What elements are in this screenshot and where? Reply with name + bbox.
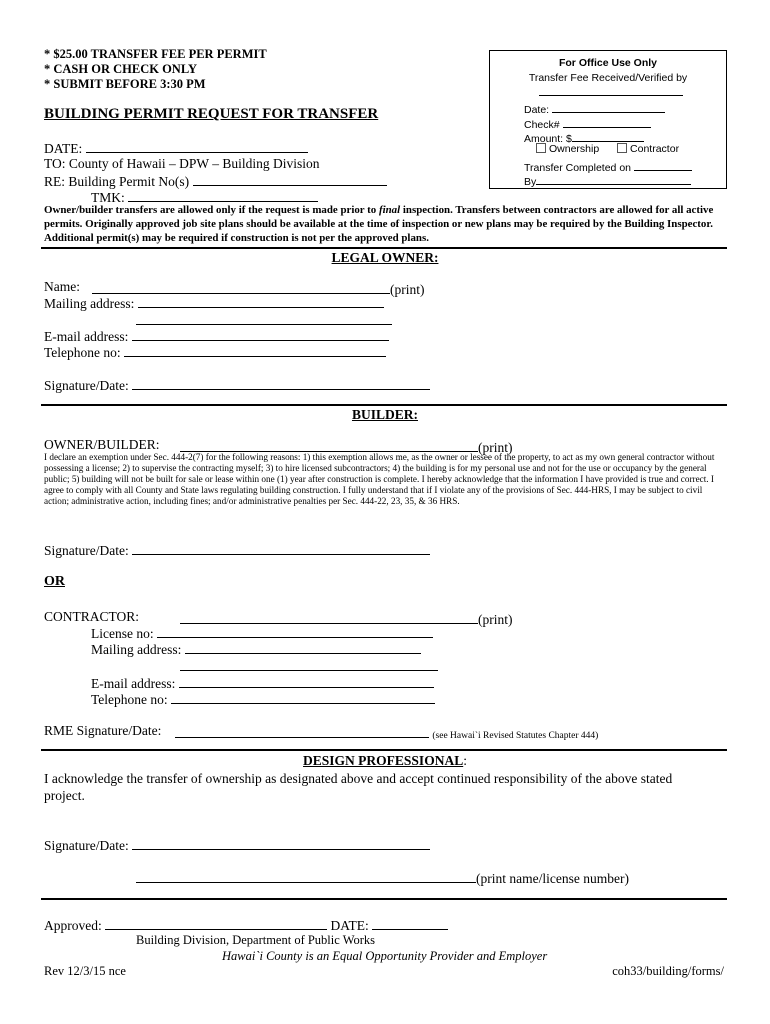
contractor-email-row — [91, 675, 434, 692]
approved-date-field[interactable] — [372, 917, 448, 930]
approved-row — [44, 917, 448, 934]
contractor-check-label: Contractor — [630, 143, 680, 155]
design-heading-row — [0, 753, 770, 769]
owner-email-field[interactable] — [132, 328, 389, 341]
owner-signature-field[interactable] — [132, 377, 430, 390]
approved-label: Approved: — [44, 918, 102, 933]
office-by-row — [524, 172, 691, 188]
payment-note: * CASH OR CHECK ONLY — [44, 62, 198, 76]
owner-builder-row — [44, 437, 513, 455]
form-path: coh33/building/forms/ — [612, 964, 724, 978]
contractor-email-label: E-mail address: — [91, 676, 176, 691]
deadline-note: * SUBMIT BEFORE 3:30 PM — [44, 77, 206, 91]
verified-by-field[interactable] — [539, 83, 683, 96]
design-acknowledgement: I acknowledge the transfer of ownership as designated above and accept continued responsibility of the above stated project. — [44, 771, 673, 803]
divider-top — [41, 247, 727, 249]
design-print-row — [136, 870, 629, 887]
contractor-field[interactable] — [180, 611, 478, 624]
divider-builder — [41, 749, 727, 751]
approved-field[interactable] — [105, 917, 327, 930]
design-signature-row — [44, 837, 430, 854]
rme-signature-field[interactable] — [175, 725, 429, 738]
owner-telephone-label: Telephone no: — [44, 345, 121, 360]
owner-name-row — [44, 279, 425, 297]
legal-owner-heading: LEGAL OWNER: — [331, 250, 439, 265]
office-use-box — [489, 50, 727, 189]
or-label: OR — [44, 574, 65, 589]
owner-email-label: E-mail address: — [44, 329, 129, 344]
to-line: TO: County of Hawaii – DPW – Building Division — [44, 156, 320, 171]
contractor-mailing-label: Mailing address: — [91, 642, 182, 657]
divider-owner — [41, 404, 727, 406]
date-label: DATE: — [44, 141, 83, 156]
contractor-telephone-field[interactable] — [171, 691, 435, 704]
owner-signature-label: Signature/Date: — [44, 378, 129, 393]
builder-signature-field[interactable] — [132, 542, 430, 555]
license-label: License no: — [91, 626, 154, 641]
owner-signature-row — [44, 377, 430, 394]
contractor-email-field[interactable] — [179, 675, 434, 688]
division-name: Building Division, Department of Public Works — [136, 933, 376, 947]
rules-text-1: Owner/builder transfers are allowed only if the request is made prior to — [44, 204, 379, 216]
office-by-label: By — [524, 176, 537, 188]
rme-label: RME Signature/Date: — [44, 723, 162, 738]
permit-row — [44, 173, 387, 190]
office-check-label: Check# — [524, 119, 560, 131]
office-by-field[interactable] — [536, 172, 691, 185]
design-print-label: (print name/license number) — [476, 871, 629, 886]
equal-opportunity-statement: Hawai`i County is an Equal Opportunity Provider and Employer — [222, 949, 548, 963]
office-amount-label: Amount: $ — [524, 133, 572, 145]
revision-label: Rev 12/3/15 nce — [44, 964, 126, 978]
owner-name-label: Name: — [44, 279, 80, 294]
design-print-field[interactable] — [136, 870, 476, 883]
office-date-field[interactable] — [552, 100, 665, 113]
ownership-checkbox[interactable] — [536, 143, 546, 153]
rules-text-italic: final — [378, 204, 401, 216]
office-amount-field[interactable] — [572, 129, 644, 142]
office-subtitle: Transfer Fee Received/Verified by — [528, 72, 688, 84]
transfer-rules — [44, 204, 726, 245]
tmk-label: TMK: — [91, 190, 125, 205]
contractor-telephone-label: Telephone no: — [91, 692, 168, 707]
contractor-checkbox[interactable] — [617, 143, 627, 153]
builder-signature-row — [44, 542, 430, 559]
tmk-field[interactable] — [128, 189, 318, 202]
builder-heading: BUILDER: — [351, 407, 418, 422]
design-heading-colon: : — [463, 753, 467, 768]
owner-print-label: (print) — [390, 282, 425, 297]
permit-label: RE: Building Permit No(s) — [44, 174, 190, 189]
office-date-label: Date: — [524, 104, 550, 116]
permit-number-field[interactable] — [193, 173, 387, 186]
office-type-row — [536, 143, 679, 155]
contractor-mailing-field[interactable] — [185, 641, 421, 654]
owner-mailing-field-2[interactable] — [136, 312, 392, 325]
license-row — [91, 625, 433, 642]
office-check-field[interactable] — [563, 115, 651, 128]
builder-signature-label: Signature/Date: — [44, 543, 129, 558]
approved-date-label: DATE: — [330, 918, 369, 933]
owner-email-row — [44, 328, 389, 345]
rme-row — [44, 723, 599, 741]
owner-builder-label: OWNER/BUILDER: — [44, 437, 160, 452]
divider-design — [41, 898, 727, 900]
date-row — [44, 140, 308, 157]
design-signature-label: Signature/Date: — [44, 838, 129, 853]
contractor-mailing-row — [91, 641, 421, 658]
owner-builder-print-label: (print) — [478, 440, 513, 455]
rules-text-2: inspection. Transfers between contractors are allowed for all active permits. Originally approved job site plans should be available at the time of inspection or new plans may be required by the Building Inspector. Additional permit(s) may be required if construction is not per the approved plans. — [44, 204, 714, 244]
office-date-row — [524, 100, 665, 116]
office-completed-field[interactable] — [634, 158, 692, 171]
design-signature-field[interactable] — [132, 837, 430, 850]
date-field[interactable] — [86, 140, 308, 153]
owner-mailing-field[interactable] — [138, 295, 384, 308]
owner-mailing-row — [44, 295, 384, 312]
contractor-row — [44, 609, 513, 627]
contractor-print-label: (print) — [478, 612, 513, 627]
license-field[interactable] — [157, 625, 433, 638]
rme-note: (see Hawai`i Revised Statutes Chapter 444) — [432, 731, 599, 741]
owner-telephone-field[interactable] — [124, 344, 386, 357]
fee-note: * $25.00 TRANSFER FEE PER PERMIT — [44, 47, 267, 61]
contractor-telephone-row — [91, 691, 435, 708]
owner-name-field[interactable] — [92, 281, 390, 294]
office-title: For Office Use Only — [558, 57, 658, 69]
design-heading: DESIGN PROFESSIONAL — [303, 753, 464, 768]
form-title: BUILDING PERMIT REQUEST FOR TRANSFER — [44, 106, 379, 122]
owner-builder-declaration: I declare an exemption under Sec. 444-2(7) for the following reasons: 1) this exemption allows me, as the owner or lessee of the property, to act as my own general contractor without possessing a license; 2) to supervise the contracting myself; 3) to hire licensed subcontractors; 4) the building is for my personal use and not for the use or occupancy by the general public; 5) building will not be built for sale or lease within one (1) year after construction is complete. I hereby acknowledge that the information I have provided is true and correct. I agree to comply with all County and State laws regulating building construction. I fully understand that if I violate any of the provisions of Sec. 444-HRS, I may be subject to civil action; administrative action, including fines; and/or administrative penalties per Sec. 444-22, 23, 35, & 36 HRS. — [44, 452, 715, 507]
office-completed-label: Transfer Completed on — [524, 162, 631, 174]
owner-telephone-row — [44, 344, 386, 361]
contractor-mailing-field-2[interactable] — [180, 658, 438, 671]
ownership-label: Ownership — [549, 143, 600, 155]
owner-builder-field[interactable] — [180, 439, 478, 452]
contractor-label: CONTRACTOR: — [44, 609, 140, 624]
owner-mailing-label: Mailing address: — [44, 296, 135, 311]
